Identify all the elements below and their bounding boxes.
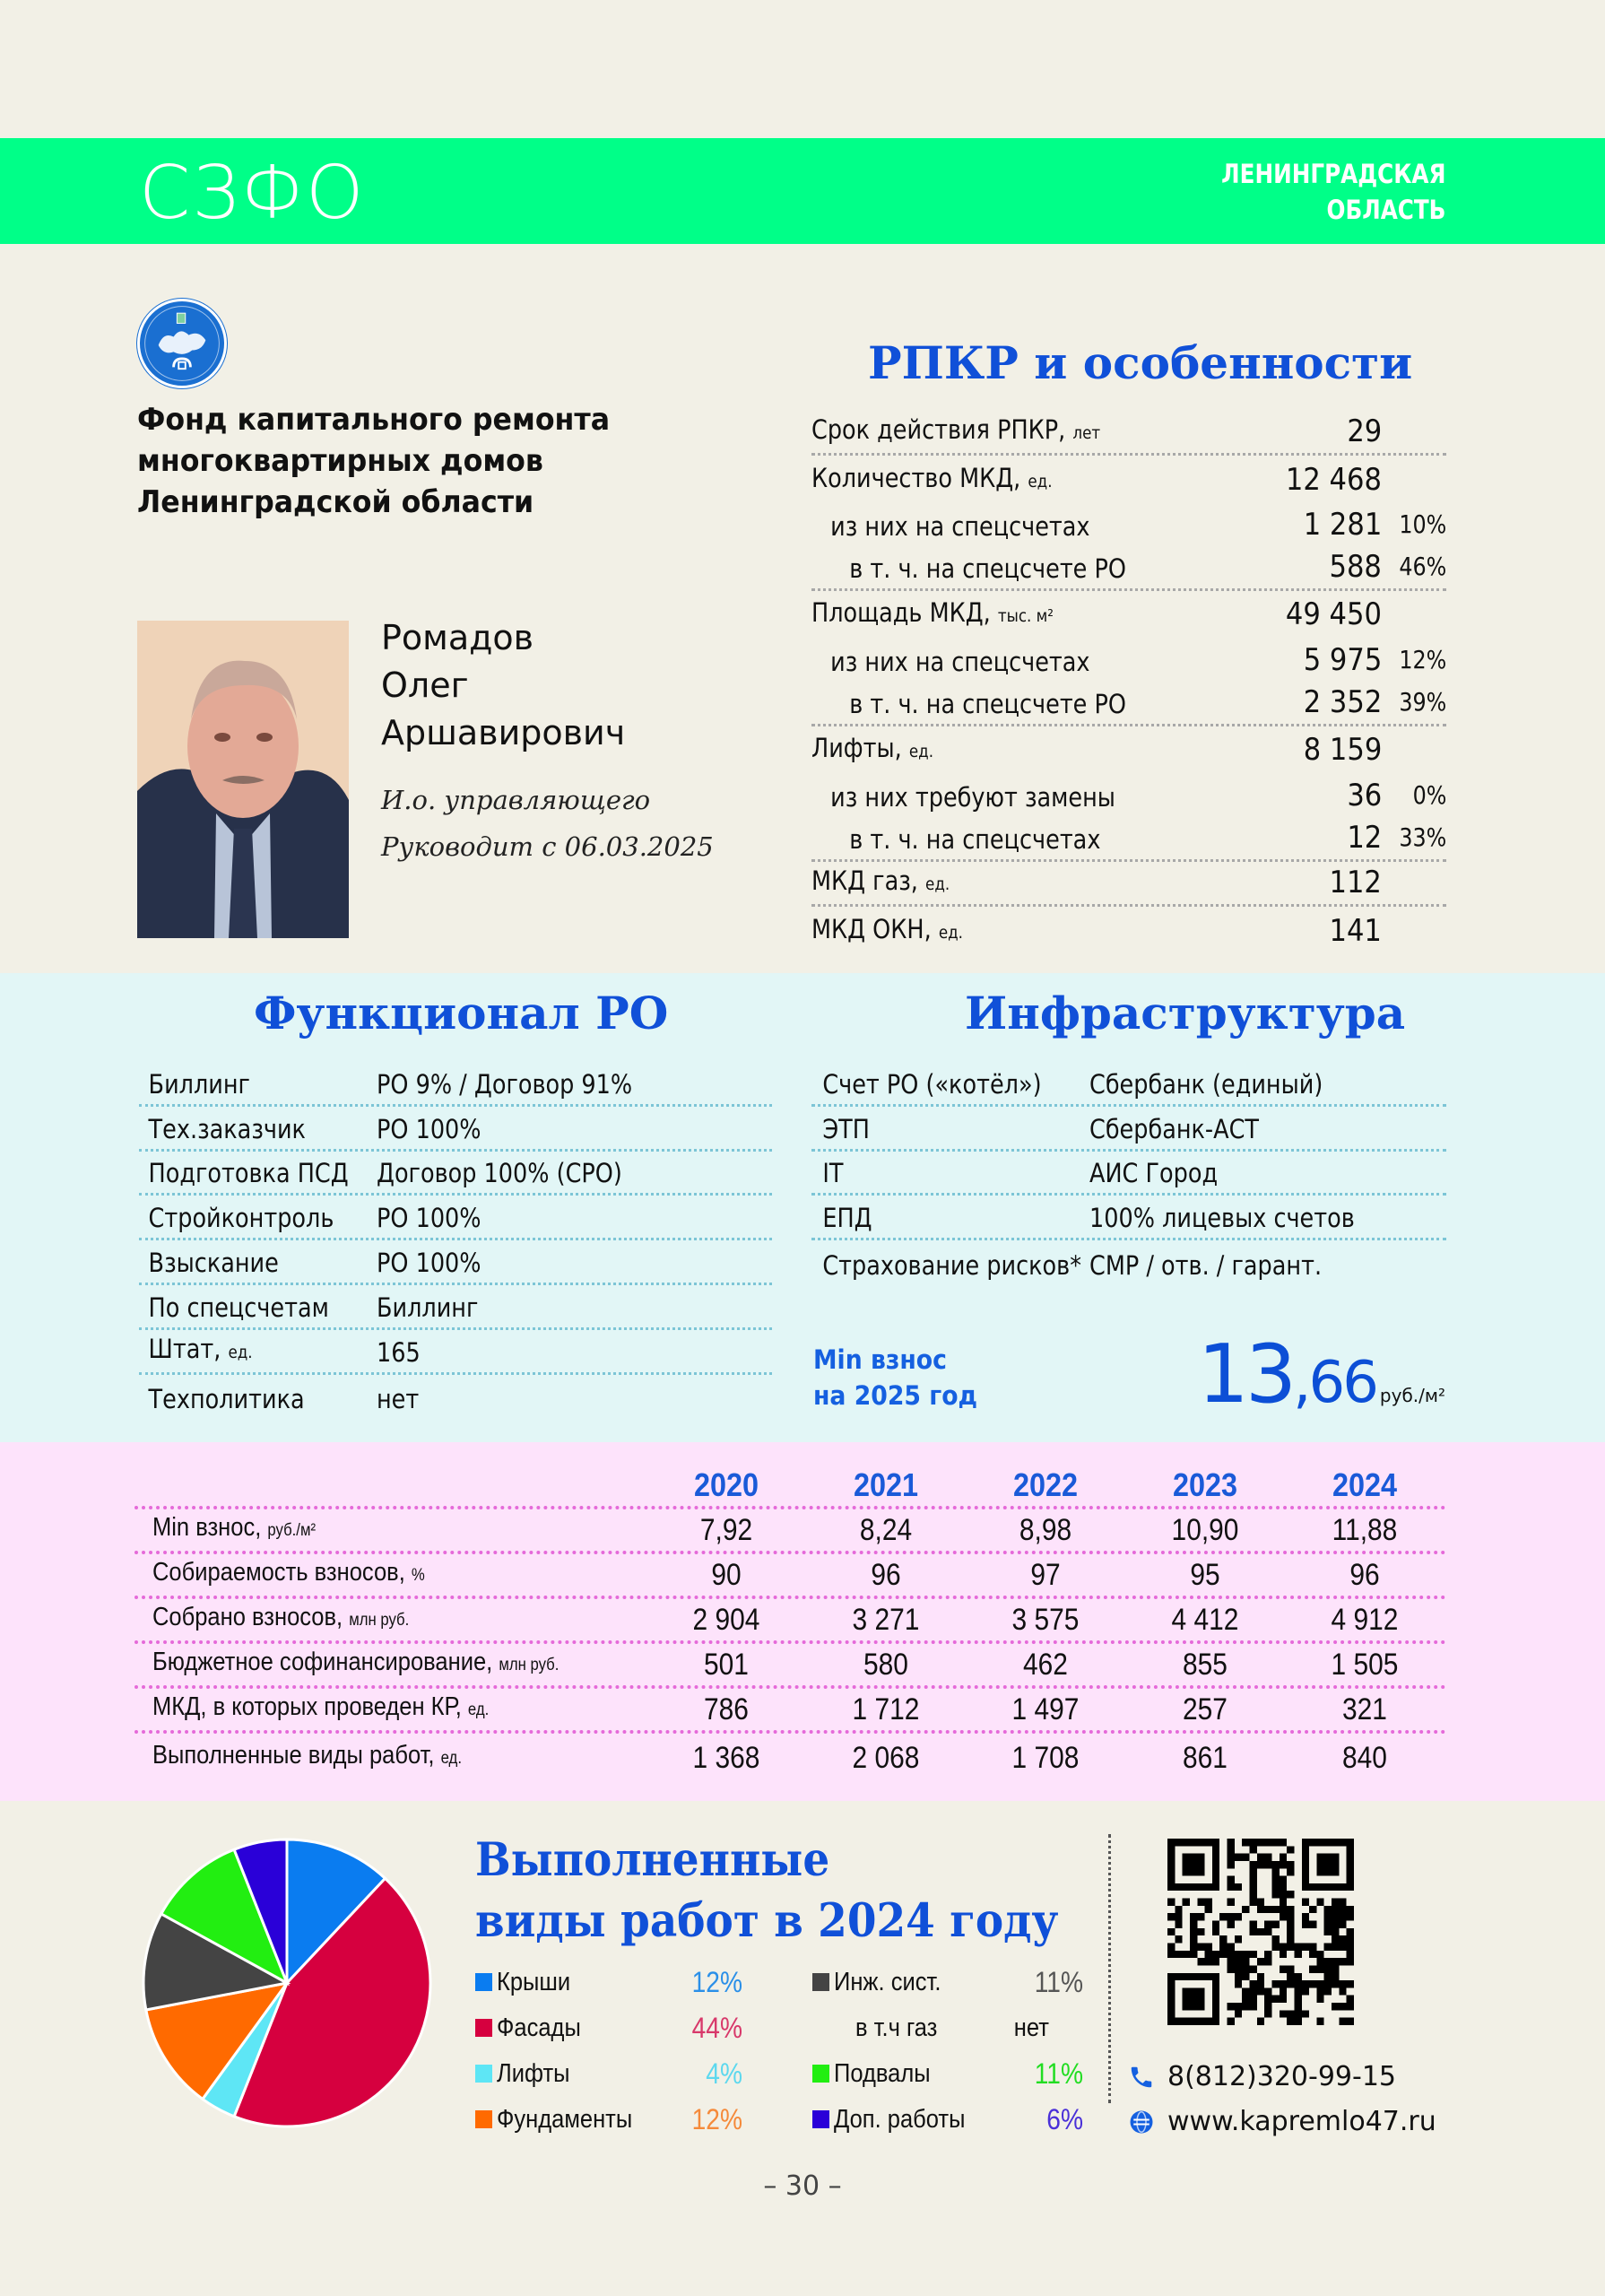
- label-text: в т. ч. на спецсчетах: [849, 823, 1101, 855]
- label-text: Лифты,: [811, 733, 902, 764]
- director-role: [381, 777, 714, 870]
- label-text: Бюджетное софинансирование,: [152, 1648, 493, 1676]
- legend-label: Подвалы: [834, 2058, 931, 2088]
- year-header: 2020: [693, 1466, 759, 1503]
- rpkr-row-label: [811, 728, 933, 771]
- yearly-row: [134, 1599, 1446, 1644]
- rpkr-row: [811, 862, 1446, 907]
- yearly-cell: 2 904: [692, 1603, 760, 1637]
- yearly-cell: 8,24: [859, 1513, 913, 1547]
- rpkr-row: [811, 907, 1446, 952]
- infrastructure-row: [811, 1062, 1446, 1107]
- org-name-line: Фонд капитального ремонта: [137, 402, 611, 438]
- yearly-row: [134, 1554, 1446, 1599]
- fund-logo-icon: [137, 299, 227, 388]
- yearly-cell: 95: [1190, 1558, 1220, 1592]
- functional-row-value: РО 9% / Договор 91%: [377, 1068, 633, 1100]
- legend-label: Фундаменты: [497, 2104, 633, 2134]
- label-text: По спецсчетам: [148, 1292, 329, 1323]
- yearly-cell: 90: [711, 1558, 742, 1592]
- region-name-line2: ОБЛАСТЬ: [1326, 195, 1445, 225]
- yearly-cell: 4 412: [1171, 1603, 1239, 1637]
- director-name: [381, 614, 625, 757]
- yearly-row: [134, 1509, 1446, 1554]
- rpkr-row-label: [811, 684, 1126, 724]
- director-last-name: Ромадов: [381, 618, 534, 657]
- works-legend: [475, 1962, 1103, 2151]
- label-text: МКД, в которых проведен КР,: [152, 1692, 462, 1721]
- functional-row-value: 165: [377, 1336, 421, 1368]
- unit-text: %: [411, 1566, 425, 1585]
- legend-swatch: [812, 2110, 829, 2128]
- yearly-row-label: [152, 1597, 409, 1640]
- functional-row-label: [139, 1288, 348, 1327]
- globe-icon: [1128, 2109, 1155, 2135]
- rpkr-row: [811, 726, 1446, 771]
- region-header: [0, 138, 1605, 244]
- region-name: [1221, 156, 1445, 228]
- rpkr-row: [811, 817, 1446, 862]
- works-title: [475, 1830, 1058, 1952]
- label-text: Подготовка ПСД: [148, 1158, 349, 1189]
- director-first-name: Олег: [381, 665, 469, 705]
- yearly-cell: 855: [1183, 1648, 1228, 1682]
- label-text: из них требуют замены: [830, 781, 1115, 813]
- label-text: МКД ОКН,: [811, 913, 932, 944]
- org-name-line: Ленинградской области: [137, 484, 534, 520]
- legend-swatch: [475, 2110, 492, 2128]
- infrastructure-row-value: СМР / отв. / гарант.: [1089, 1249, 1323, 1281]
- label-text: Штат,: [148, 1333, 221, 1364]
- min-fee-label-line2: на 2025 год: [813, 1380, 978, 1411]
- legend-percent: 44%: [691, 2012, 742, 2044]
- year-header: 2023: [1172, 1466, 1238, 1503]
- phone-number: 8(812)320-99-15: [1167, 2061, 1397, 2092]
- infrastructure-row-value: Сбербанк (единый): [1089, 1068, 1323, 1100]
- rpkr-row-label: [811, 820, 1100, 859]
- rpkr-row-value: 588: [1329, 549, 1382, 586]
- infrastructure-row-label: IT: [822, 1158, 844, 1189]
- rpkr-row-value: 141: [1329, 912, 1382, 949]
- rpkr-row-value: 36: [1347, 777, 1382, 813]
- legend-item: [855, 2008, 949, 2048]
- unit-text: ед.: [228, 1342, 253, 1362]
- legend-item: [812, 2100, 983, 2139]
- label-text: Min взнос,: [152, 1513, 262, 1542]
- yearly-cell: 786: [704, 1692, 749, 1726]
- yearly-row: [134, 1644, 1446, 1689]
- yearly-cell: 96: [871, 1558, 901, 1592]
- rpkr-row-label: [811, 593, 1054, 636]
- rpkr-row: [811, 546, 1446, 591]
- rpkr-row-label: [811, 861, 950, 904]
- label-text: МКД газ,: [811, 865, 918, 897]
- unit-text: ед.: [440, 1749, 462, 1768]
- functional-row-label: [139, 1153, 348, 1193]
- rpkr-row: [811, 501, 1446, 546]
- functional-row-label: [139, 1379, 348, 1419]
- functional-row-value: РО 100%: [377, 1203, 482, 1234]
- unit-text: ед.: [925, 874, 950, 895]
- infrastructure-row: [811, 1152, 1446, 1196]
- legend-swatch: [475, 2019, 492, 2037]
- rpkr-row-percent: 12%: [1399, 644, 1446, 674]
- yearly-row-label: [152, 1735, 462, 1779]
- min-fee-unit: руб./м²: [1379, 1385, 1445, 1406]
- rpkr-row-label: [811, 778, 1115, 817]
- label-text: Выполненные виды работ,: [152, 1741, 435, 1770]
- infrastructure-row-label: ЭТП: [822, 1113, 870, 1144]
- region-code: СЗФО: [139, 151, 366, 236]
- legend-item: [475, 1962, 580, 2002]
- legend-label: Лифты: [497, 2058, 570, 2088]
- rpkr-row-percent: 0%: [1412, 779, 1446, 810]
- min-fee-integer: 13: [1197, 1327, 1294, 1422]
- rpkr-row: [811, 636, 1446, 681]
- functional-row-label: [139, 1329, 348, 1372]
- vertical-divider: [1108, 1834, 1111, 2103]
- director-patronymic: Аршавирович: [381, 713, 626, 752]
- label-text: Биллинг: [148, 1068, 250, 1100]
- yearly-cell: 1 708: [1011, 1741, 1080, 1775]
- rpkr-row-value: 12: [1347, 819, 1382, 856]
- rpkr-row-percent: 46%: [1399, 552, 1446, 582]
- rpkr-row: [811, 411, 1446, 456]
- yearly-cell: 462: [1023, 1648, 1068, 1682]
- functional-row: [139, 1330, 772, 1375]
- functional-row-value: Договор 100% (СРО): [377, 1158, 622, 1189]
- yearly-cell: 3 271: [852, 1603, 920, 1637]
- yearly-cell: 97: [1030, 1558, 1061, 1592]
- rpkr-row-label: [811, 909, 963, 952]
- min-fee-label-line1: Min взнос: [813, 1344, 947, 1375]
- yearly-cell: 96: [1349, 1558, 1380, 1592]
- legend-label: Крыши: [497, 1967, 571, 1996]
- infrastructure-title: Инфраструктура: [965, 987, 1406, 1039]
- functional-row: [139, 1107, 772, 1152]
- yearly-row-label: [152, 1642, 559, 1685]
- legend-swatch: [475, 2065, 492, 2083]
- rpkr-row-percent: 33%: [1399, 822, 1446, 852]
- yearly-cell: 10,90: [1171, 1513, 1239, 1547]
- yearly-cell: 3 575: [1011, 1603, 1080, 1637]
- yearly-row: [134, 1689, 1446, 1734]
- infrastructure-table: [811, 1062, 1446, 1285]
- rpkr-row-value: 2 352: [1303, 684, 1382, 721]
- label-text: Взыскание: [148, 1247, 279, 1278]
- legend-swatch: [812, 1973, 829, 1991]
- label-text: Стройконтроль: [148, 1203, 334, 1234]
- min-fee-value: [1198, 1327, 1445, 1422]
- rpkr-row: [811, 771, 1446, 816]
- works-title-line2: виды работ в 2024 году: [475, 1894, 1059, 1948]
- yearly-row-label: [152, 1552, 425, 1596]
- functional-row: [139, 1196, 772, 1240]
- label-text: Количество МКД,: [811, 462, 1021, 493]
- yearly-stats-table: [134, 1457, 1446, 1779]
- yearly-cell: 321: [1342, 1692, 1387, 1726]
- functional-row: [139, 1285, 772, 1330]
- website-contact[interactable]: [1128, 2106, 1436, 2137]
- functional-row-label: [139, 1109, 348, 1149]
- yearly-header-row: [134, 1457, 1446, 1509]
- legend-item: [475, 2100, 651, 2139]
- unit-text: тыс. м²: [997, 606, 1054, 627]
- functional-row: [139, 1062, 772, 1107]
- works-pie-chart: [139, 1835, 435, 2131]
- unit-text: млн руб.: [349, 1611, 410, 1630]
- rpkr-row-label: [811, 410, 1100, 453]
- rpkr-row: [811, 682, 1446, 726]
- functional-row-label: [139, 1065, 348, 1104]
- rpkr-row-value: 49 450: [1285, 596, 1382, 633]
- infrastructure-row: [811, 1107, 1446, 1152]
- unit-text: ед.: [467, 1700, 490, 1719]
- infrastructure-row-value: АИС Город: [1089, 1158, 1219, 1189]
- yearly-cell: 11,88: [1332, 1513, 1398, 1547]
- unit-text: руб./м²: [267, 1521, 317, 1540]
- infrastructure-row-value: Сбербанк-АСТ: [1089, 1113, 1260, 1144]
- rpkr-row-value: 1 281: [1303, 506, 1382, 543]
- infrastructure-row-value: 100% лицевых счетов: [1089, 1203, 1355, 1234]
- yearly-cell: 8,98: [1019, 1513, 1072, 1547]
- rpkr-title: РПКР и особенности: [868, 336, 1413, 389]
- min-fee-decimal: ,66: [1293, 1350, 1376, 1416]
- legend-label: Фасады: [497, 2013, 581, 2042]
- works-title-line1: Выполненные: [475, 1833, 830, 1887]
- legend-percent: 11%: [1034, 2057, 1083, 2090]
- label-text: Собрано взносов,: [152, 1603, 343, 1631]
- yearly-cell: 1 505: [1331, 1648, 1399, 1682]
- yearly-cell: 580: [863, 1648, 908, 1682]
- yearly-cell: 840: [1342, 1741, 1387, 1775]
- rpkr-row: [811, 456, 1446, 500]
- website-link: www.kapremlo47.ru: [1167, 2106, 1436, 2137]
- unit-text: ед.: [1028, 471, 1053, 491]
- label-text: в т. ч. на спецсчете РО: [849, 689, 1126, 720]
- director-photo: [137, 621, 349, 938]
- functional-row: [139, 1375, 772, 1420]
- rpkr-row-value: 112: [1329, 865, 1382, 901]
- legend-item: [812, 2054, 943, 2093]
- functional-row-value: РО 100%: [377, 1247, 482, 1278]
- unit-text: млн руб.: [499, 1656, 560, 1674]
- page-number: – 30 –: [763, 2170, 842, 2202]
- phone-contact[interactable]: [1128, 2061, 1396, 2092]
- yearly-row-label: [152, 1687, 489, 1730]
- yearly-row-label: [152, 1508, 316, 1551]
- yearly-cell: 257: [1183, 1692, 1228, 1726]
- rpkr-row-label: [811, 458, 1053, 501]
- yearly-cell: 501: [704, 1648, 749, 1682]
- functional-row: [139, 1152, 772, 1196]
- legend-percent: 12%: [691, 2103, 742, 2135]
- functional-row-label: [139, 1198, 348, 1238]
- rpkr-row-value: 29: [1347, 413, 1382, 450]
- legend-percent: 12%: [691, 1966, 742, 1998]
- functional-row-value: РО 100%: [377, 1113, 482, 1144]
- functional-row: [139, 1240, 772, 1285]
- yearly-cell: 7,92: [699, 1513, 753, 1547]
- functional-title: Функционал РО: [254, 987, 669, 1039]
- legend-item: [475, 2054, 580, 2093]
- legend-label: в т.ч газ: [855, 2013, 938, 2042]
- unit-text: ед.: [938, 922, 963, 943]
- min-fee-label: [813, 1342, 977, 1413]
- rpkr-row-value: 5 975: [1303, 641, 1382, 678]
- functional-row-label: [139, 1243, 348, 1283]
- yearly-cell: 4 912: [1331, 1603, 1399, 1637]
- label-text: Площадь МКД,: [811, 597, 991, 629]
- director-since: Руководит с 06.03.2025: [381, 831, 714, 862]
- organization-name: [137, 399, 638, 523]
- legend-label: Инж. сист.: [834, 1967, 941, 1996]
- rpkr-row-percent: 39%: [1399, 687, 1446, 718]
- yearly-cell: 1 712: [852, 1692, 920, 1726]
- functional-row-value: нет: [377, 1384, 420, 1415]
- unit-text: лет: [1072, 423, 1101, 444]
- infrastructure-row-label: Страхование рисков*: [822, 1249, 1081, 1281]
- rpkr-row-value: 12 468: [1285, 461, 1382, 498]
- infrastructure-row-label: ЕПД: [822, 1203, 872, 1234]
- legend-percent: 4%: [706, 2057, 742, 2090]
- legend-swatch: [475, 1973, 492, 1991]
- label-text: Собираемость взносов,: [152, 1558, 405, 1587]
- rpkr-row-percent: 10%: [1399, 509, 1446, 539]
- qr-code-icon[interactable]: [1167, 1839, 1354, 2025]
- label-text: в т. ч. на спецсчете РО: [849, 553, 1126, 585]
- yearly-row: [134, 1734, 1446, 1779]
- infrastructure-row-label: Счет РО («котёл»): [822, 1068, 1042, 1100]
- legend-percent: 11%: [1034, 1966, 1083, 1998]
- legend-swatch: [812, 2065, 829, 2083]
- label-text: из них на спецсчетах: [830, 646, 1090, 677]
- rpkr-row-label: [811, 507, 1090, 546]
- label-text: Тех.заказчик: [148, 1113, 306, 1144]
- yearly-cell: 1 368: [692, 1741, 760, 1775]
- functional-table: [139, 1062, 772, 1419]
- functional-row-value: Биллинг: [377, 1292, 479, 1323]
- year-header: 2021: [853, 1466, 919, 1503]
- infrastructure-row: [811, 1240, 1446, 1285]
- label-text: Срок действия РПКР,: [811, 414, 1066, 446]
- yearly-cell: 861: [1183, 1741, 1228, 1775]
- legend-percent: нет: [1013, 2013, 1049, 2042]
- year-header: 2022: [1012, 1466, 1079, 1503]
- legend-label: Доп. работы: [834, 2104, 966, 2134]
- director-position: И.о. управляющего: [381, 785, 651, 815]
- rpkr-row-label: [811, 549, 1126, 588]
- unit-text: ед.: [908, 742, 934, 762]
- phone-icon: [1128, 2064, 1155, 2091]
- rpkr-row: [811, 591, 1446, 636]
- legend-item: [475, 2008, 593, 2048]
- org-name-line: многоквартирных домов: [137, 443, 543, 479]
- label-text: из них на спецсчетах: [830, 510, 1090, 542]
- label-text: Техполитика: [148, 1384, 305, 1415]
- legend-percent: 6%: [1046, 2103, 1083, 2135]
- yearly-cell: 1 497: [1011, 1692, 1080, 1726]
- rpkr-row-label: [811, 642, 1090, 682]
- infrastructure-row: [811, 1196, 1446, 1240]
- yearly-cell: 2 068: [852, 1741, 920, 1775]
- legend-item: [812, 1962, 956, 2002]
- rpkr-table: [811, 411, 1446, 952]
- region-name-line1: ЛЕНИНГРАДСКАЯ: [1220, 159, 1445, 189]
- rpkr-row-value: 8 159: [1303, 732, 1382, 769]
- year-header: 2024: [1332, 1466, 1398, 1503]
